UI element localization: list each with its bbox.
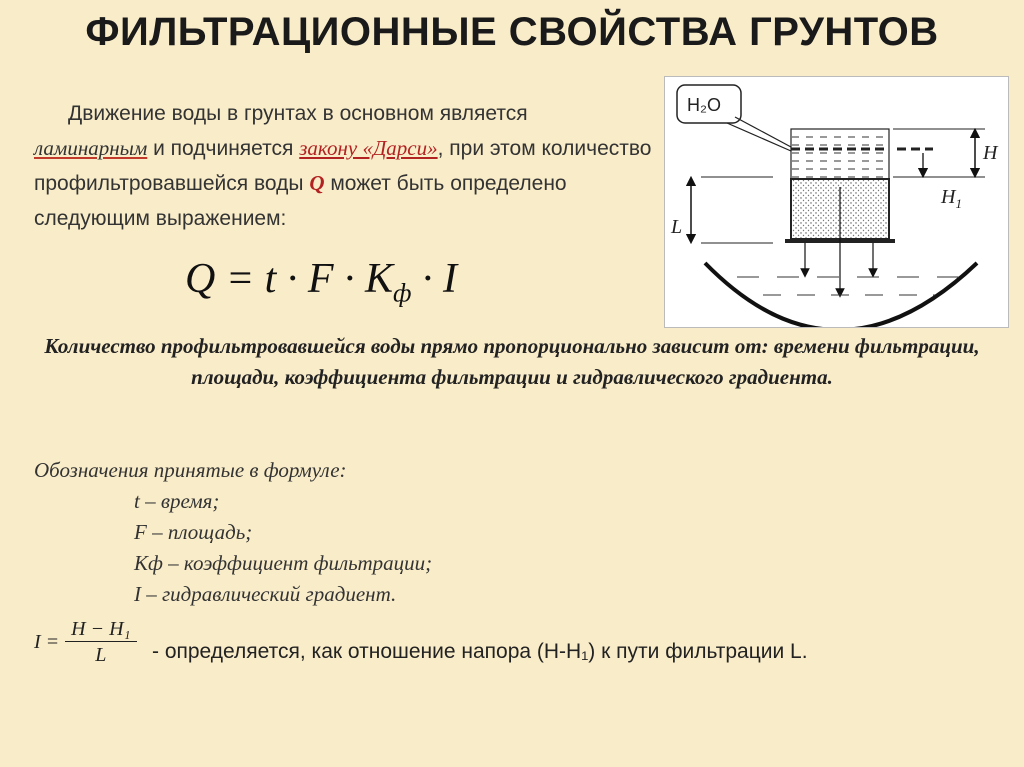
gradient-fraction: [65, 618, 136, 667]
legend-item: Kф – коэффициент фильтрации;: [134, 551, 433, 575]
gradient-description: - определяется, как отношение напора (H-H₁) к пути фильтрации L.: [152, 640, 808, 663]
gradient-formula: [34, 618, 137, 667]
q-symbol: Q: [309, 171, 325, 195]
filtration-diagram: [664, 76, 1009, 328]
proportionality-statement: Количество профильтровавшейся воды прямо пропорционально зависит от: времени фильтрации, площади, коэффициента фильтрации и гидравлического градиента.: [44, 334, 980, 389]
intro-part-2: и подчиняется: [147, 137, 300, 160]
legend-item: t – время;: [134, 489, 220, 513]
svg-text:H1: [940, 186, 962, 211]
intro-part-4: может быть определено следующим выражением:: [34, 172, 567, 230]
legend-item: F – площадь;: [134, 520, 253, 544]
gradient-numerator: H − H₁: [65, 618, 136, 642]
formula-tail: · I: [411, 256, 457, 302]
gradient-lhs: I =: [34, 631, 60, 653]
laminar-link[interactable]: ламинарным: [34, 136, 148, 160]
legend-list: [34, 486, 432, 610]
L-label: L: [671, 216, 683, 238]
darcy-law-link[interactable]: закону «Дарси»: [299, 136, 438, 160]
formula-sub: ф: [393, 278, 412, 308]
formula-rhs: = t · F · K: [225, 256, 394, 302]
intro-paragraph: [34, 96, 654, 236]
intro-line-1: Движение воды в грунтах в основном является: [68, 102, 528, 125]
main-formula: [185, 255, 457, 308]
H1-label: H: [941, 186, 956, 208]
legend-item: I – гидравлический градиент.: [134, 582, 397, 606]
legend-heading: Обозначения принятые в формуле:: [34, 458, 347, 482]
H1-subscript: 1: [955, 196, 962, 211]
H-label: H: [983, 142, 998, 164]
h2o-label: H₂O: [687, 95, 721, 115]
intro-part-3: , при этом количество профильтровавшейся воды: [34, 137, 652, 195]
notation-legend: [34, 455, 432, 610]
formula-lhs: Q: [185, 256, 216, 302]
intro-rest: [34, 131, 654, 236]
slide-title: ФИЛЬТРАЦИОННЫЕ СВОЙСТВА ГРУНТОВ: [85, 10, 939, 54]
gradient-denominator: L: [95, 644, 107, 666]
